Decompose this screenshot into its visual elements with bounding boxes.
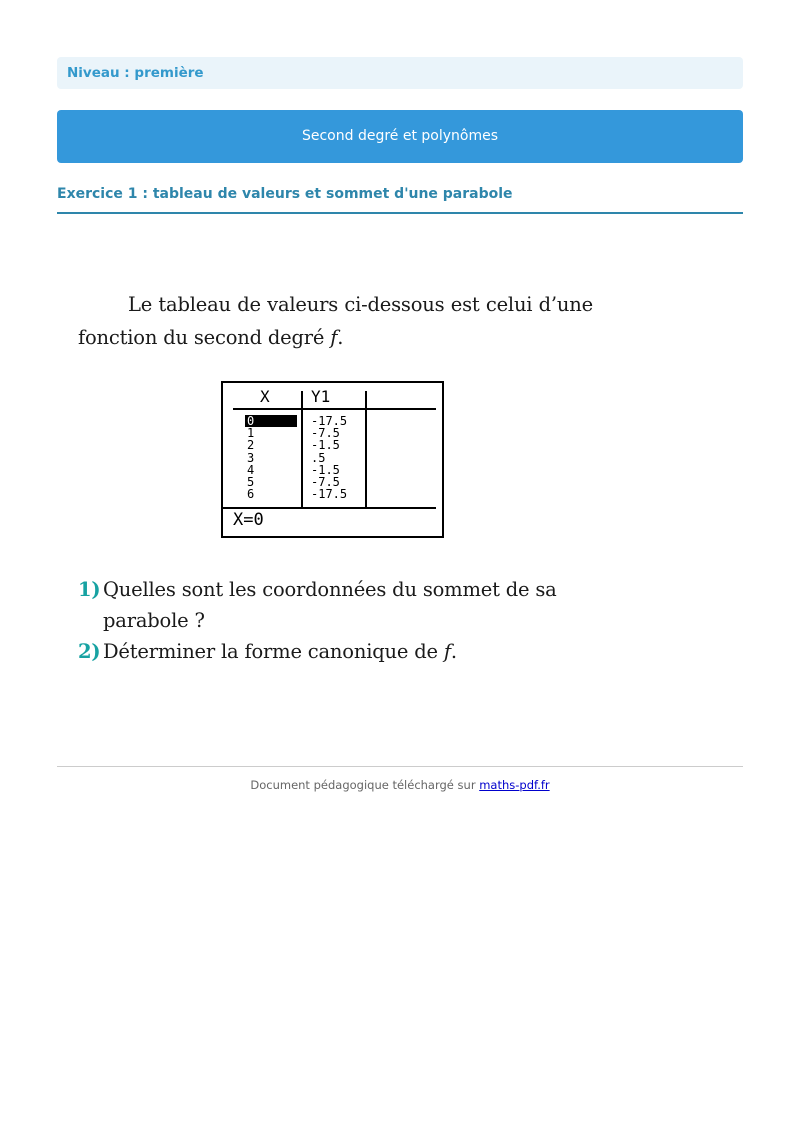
table-cell-y: -17.5 xyxy=(311,414,348,428)
question-variable: f xyxy=(443,640,451,663)
exercise-title: Exercice 1 : tableau de valeurs et sommet d'une parabole xyxy=(57,186,743,214)
question-text: Quelles sont les coordonnées du sommet de sa parabole ? xyxy=(103,578,557,632)
footer-text: Document pédagogique téléchargé sur xyxy=(250,778,480,792)
table-cell-y: -1.5 xyxy=(311,438,340,453)
table-cell-y: -17.5 xyxy=(311,487,348,502)
footer-link[interactable]: maths-pdf.fr xyxy=(479,778,550,792)
question-end: . xyxy=(450,640,457,663)
table-cell-x: 4 xyxy=(247,462,255,477)
table-cell-x: 0 xyxy=(245,415,297,427)
column-header-x: X xyxy=(260,387,270,406)
footer-divider xyxy=(57,766,743,767)
question-number: 1) xyxy=(78,578,101,601)
question-item xyxy=(78,574,598,636)
chapter-title-bar xyxy=(57,110,743,163)
statement-end: . xyxy=(337,326,344,349)
table-column-divider xyxy=(365,391,367,508)
level-label: Niveau : première xyxy=(67,65,204,81)
table-header-rule xyxy=(233,408,436,410)
table-cell-y: -1.5 xyxy=(311,462,340,477)
calculator-status-line: X=0 xyxy=(233,510,264,530)
statement-text: Le tableau de valeurs ci-dessous est celui d’une fonction du second degré xyxy=(78,293,593,349)
question-item xyxy=(78,636,598,667)
statement-variable: f xyxy=(330,326,338,349)
calculator-table-image xyxy=(221,381,444,538)
question-number: 2) xyxy=(78,640,101,663)
column-header-y: Y1 xyxy=(311,387,331,406)
table-footer-rule xyxy=(223,507,436,509)
footer xyxy=(57,778,743,792)
question-text: Déterminer la forme canonique de xyxy=(103,640,444,663)
level-banner xyxy=(57,57,743,89)
exercise-statement xyxy=(78,288,593,354)
table-cell-y: .5 xyxy=(311,450,326,465)
table-cell-x: 5 xyxy=(247,475,255,489)
table-cell-y: -7.5 xyxy=(311,426,340,441)
chapter-title: Second degré et polynômes xyxy=(301,128,499,144)
table-cell-x: 1 xyxy=(247,426,255,441)
question-list xyxy=(78,574,598,667)
table-cell-y: -7.5 xyxy=(311,475,340,489)
table-cell-x: 6 xyxy=(247,487,255,502)
table-cell-x: 2 xyxy=(247,438,255,453)
table-cell-x: 3 xyxy=(247,450,255,465)
table-column-divider xyxy=(301,391,303,508)
